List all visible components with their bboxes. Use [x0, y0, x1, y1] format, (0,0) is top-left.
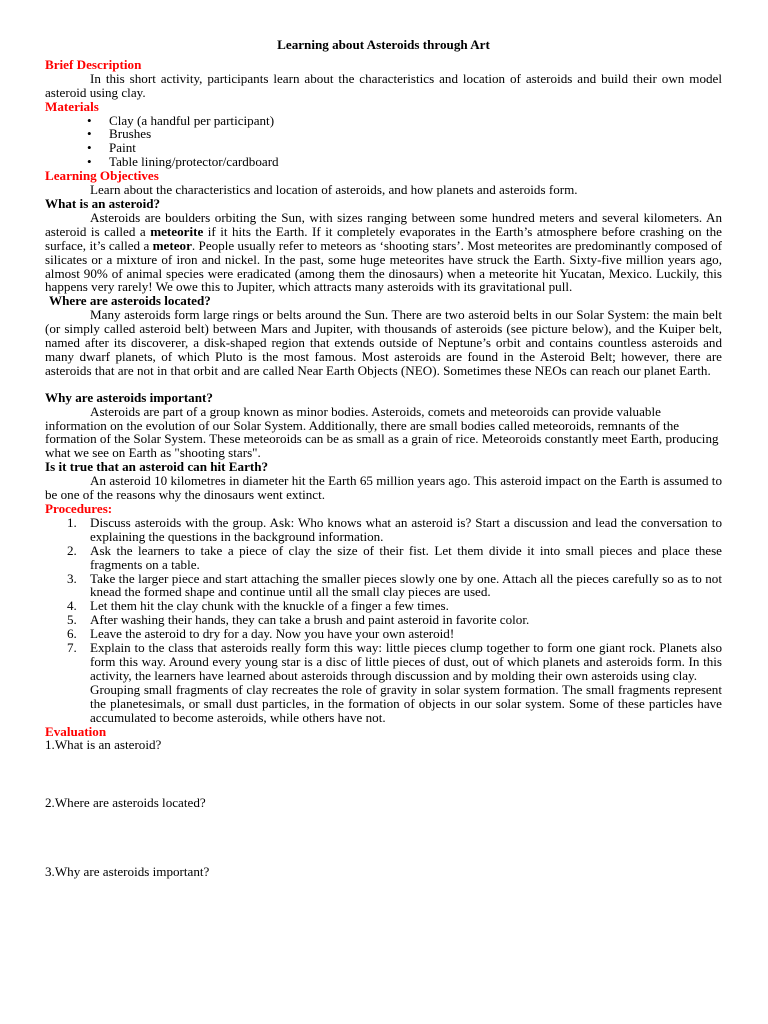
step-number: 1. — [67, 514, 77, 530]
list-item — [45, 613, 722, 627]
brief-text: In this short activity, participants learn about the characteristics and location of asteroids and build their own model asteroid using clay. — [45, 70, 722, 100]
evaluation-question-3: 3.Why are asteroids important? — [45, 864, 210, 880]
list-item: • Brushes — [45, 127, 722, 141]
step-text: Discuss asteroids with the group. Ask: Who knows what an asteroid is? Start a discussion and lead the conversation to explaining the questions in the background information. — [90, 514, 722, 544]
document-content — [45, 38, 722, 879]
step-text: Ask the learners to take a piece of clay the size of their fist. Let them divide it into small pieces and place these fragments on a table. — [90, 542, 722, 572]
why-text: Asteroids are part of a group known as minor bodies. Asteroids, comets and meteoroids can provide valuable information on the evolution of our Solar System. Additionally, there are small bodies called meteoroids, remnants of the formation of the Solar System. These meteoroids can be as small as a grain of rice. Meteoroids constantly meet Earth, producing what we see on Earth as "shooting stars". — [45, 403, 719, 461]
evaluation-question-2: 2.Where are asteroids located? — [45, 795, 206, 811]
procedures-heading: Procedures: — [45, 501, 113, 516]
brief-heading: Brief Description — [45, 56, 142, 72]
step-text: Take the larger piece and start attaching the smaller pieces slowly one by one. Attach all the pieces carefully so as to not knead the formed shape and continue until all the small clay pieces are used. — [90, 570, 722, 600]
materials-list — [45, 114, 722, 170]
what-text-part: if it hits the Earth. If it completely evaporates in the Earth’s atmosphere before crashing on the surface, it’s called a — [45, 223, 722, 253]
list-item: • Paint — [45, 141, 722, 155]
evaluation-question-1: 1.What is an asteroid? — [45, 737, 162, 753]
what-text-part: . People usually refer to meteors as ‘shooting stars’. Most meteorites are predominantly composed of silicates or a mixture of iron and nickel. In the past, some huge meteorites have struck the Earth. Sixty-five million years ago, almost 90% of animal species were eradicated (among them the dinosaurs) when a meteorite hit Yucatan, Mexico. Luckily, this happens very rarely! We owe this to Jupiter, which attracts many asteroids with its gravitational pull. — [45, 237, 722, 295]
spacer — [45, 378, 722, 391]
step-number: 5. — [67, 612, 77, 628]
step-text: Leave the asteroid to dry for a day. Now you have your own asteroid! — [90, 626, 455, 642]
hit-text: An asteroid 10 kilometres in diameter hit the Earth 65 million years ago. This asteroid impact on the Earth is assumed to be one of the reasons why the dinosaurs went extinct. — [45, 473, 722, 503]
list-item: • Clay (a handful per participant) — [45, 114, 722, 128]
what-text-part: Asteroids are boulders orbiting the Sun, with sizes ranging between some hundred meters and several kilometers. An asteroid is called a — [45, 209, 722, 239]
objectives-text: Learn about the characteristics and location of asteroids, and how planets and asteroids form. — [90, 182, 578, 198]
list-item — [45, 544, 722, 572]
procedures-list — [45, 516, 722, 725]
objectives-heading: Learning Objectives — [45, 168, 159, 184]
why-heading: Why are asteroids important? — [45, 389, 213, 405]
where-heading: Where are asteroids located? — [49, 293, 211, 309]
materials-heading: Materials — [45, 98, 99, 114]
step-text: Let them hit the clay chunk with the knuckle of a finger a few times. — [90, 598, 449, 614]
where-text: Many asteroids form large rings or belts around the Sun. There are two asteroid belts in our Solar System: the main belt (or simply called asteroid belt) between Mars and Jupiter, with thousands of asteroids (see picture below), and the Kuiper belt, named after its discoverer, a disk-shaped region that extends outside of Neptune’s orbit and contains countless asteroids and many dwarf planets, of which Pluto is the most famous. Most asteroids are found in the Asteroid Belt; however, there are asteroids that are not in that orbit and are called Near Earth Objects (NEO). Sometimes these NEOs can reach our planet Earth. — [45, 307, 722, 378]
what-text — [45, 211, 722, 294]
step-number: 3. — [67, 570, 77, 586]
procedures-extra-text: Grouping small fragments of clay recreates the role of gravity in solar system formation. The small fragments represent the planetesimals, or small dust particles, in the formation of objects in our solar system. Some of these particles have accumulated to become asteroids, while others have not. — [90, 681, 722, 725]
step-number: 2. — [67, 542, 77, 558]
list-item — [45, 516, 722, 544]
step-number: 4. — [67, 598, 77, 614]
step-text: After washing their hands, they can take a brush and paint asteroid in favorite color. — [90, 612, 530, 628]
step-number: 7. — [67, 640, 77, 656]
step-text: Explain to the class that asteroids really form this way: little pieces clump together to form one giant rock. Planets also form this way. Around every young star is a disc of little pieces of dust, out of which planets and asteroids form. In this activity, the learners have learned about asteroids through discussion and by molding their own asteroids using clay. — [90, 640, 722, 683]
meteorite-term: meteorite — [150, 223, 204, 239]
step-number: 6. — [67, 626, 77, 642]
list-item: • Table lining/protector/cardboard — [45, 155, 722, 169]
evaluation-heading: Evaluation — [45, 723, 107, 739]
hit-heading: Is it true that an asteroid can hit Earth? — [45, 459, 269, 475]
list-item — [45, 599, 722, 613]
page-title: Learning about Asteroids through Art — [277, 37, 490, 52]
list-item — [45, 572, 722, 600]
meteor-term: meteor — [152, 237, 192, 253]
list-item — [45, 627, 722, 641]
what-heading: What is an asteroid? — [45, 195, 161, 211]
list-item — [45, 641, 722, 724]
